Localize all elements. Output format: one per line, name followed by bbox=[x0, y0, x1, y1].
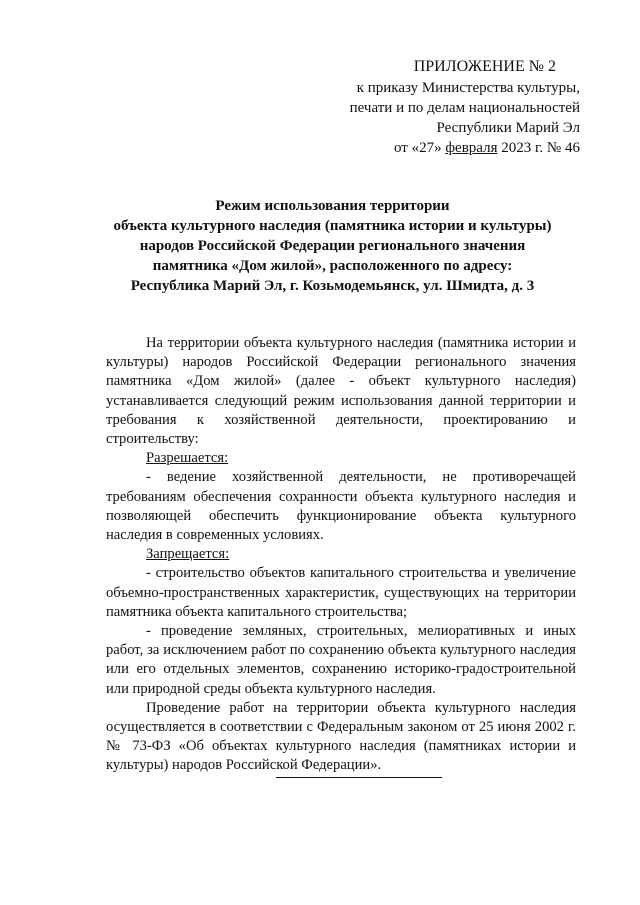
appendix-title: ПРИЛОЖЕНИЕ № 2 bbox=[413, 58, 556, 75]
intro-paragraph: На территории объекта культурного наследия (памятника истории и культуры) народов Российской Федерации регионального значения памятника «Дом жилой» (далее - объект культурного наследия) устанавливается следующий режим использования данной территории и требования к хозяйственной деятельности, проектированию и строительству: bbox=[106, 335, 576, 448]
document-title bbox=[60, 196, 605, 296]
closing-paragraph: Проведение работ на территории объекта культурного наследия осуществляется в соответствии с Федеральным законом от 25 июня 2002 г. № 73-ФЗ «Об объектах культурного наследия (памятниках истории и культуры) народов Российской Федерации». bbox=[106, 699, 576, 774]
title-line-5: Республика Марий Эл, г. Козьмодемьянск, ул. Шмидта, д. 3 bbox=[130, 278, 535, 294]
forbidden-heading: Запрещается: bbox=[146, 546, 230, 563]
title-line-1: Режим использования территории bbox=[215, 198, 450, 214]
closing-rule bbox=[276, 777, 442, 778]
allowed-item: - ведение хозяйственной деятельности, не противоречащей требованиям обеспечения сохранности объекта культурного наследия и позволяющей обеспечить функционирование объекта культурного наследия в современных условиях. bbox=[106, 469, 576, 544]
document-body bbox=[106, 334, 576, 776]
appendix-line-3: Республики Марий Эл bbox=[436, 120, 580, 136]
title-line-4: памятника «Дом жилой», расположенного по адресу: bbox=[152, 258, 513, 274]
appendix-date-prefix: от «27» bbox=[393, 140, 446, 156]
allowed-heading: Разрешается: bbox=[146, 450, 229, 467]
appendix-date-suffix: 2023 г. № 46 bbox=[497, 140, 580, 156]
appendix-line-2: печати и по делам национальностей bbox=[349, 100, 580, 116]
appendix-header bbox=[280, 56, 580, 158]
appendix-line-1: к приказу Министерства культуры, bbox=[356, 80, 580, 96]
appendix-date-month: февраля bbox=[445, 140, 498, 156]
forbidden-item-2: - проведение земляных, строительных, мелиоративных и иных работ, за исключением работ по сохранению объекта культурного наследия или его отдельных элементов, сохранению историко-градостроительной или природной среды объекта культурного наследия. bbox=[106, 623, 576, 697]
forbidden-item-1: - строительство объектов капитального строительства и увеличение объемно-пространственных характеристик, существующих на территории памятника объекта капитального строительства; bbox=[106, 565, 576, 620]
title-line-3: народов Российской Федерации регионального значения bbox=[139, 238, 526, 254]
title-line-2: объекта культурного наследия (памятника истории и культуры) bbox=[113, 218, 552, 234]
appendix-date bbox=[280, 138, 580, 158]
